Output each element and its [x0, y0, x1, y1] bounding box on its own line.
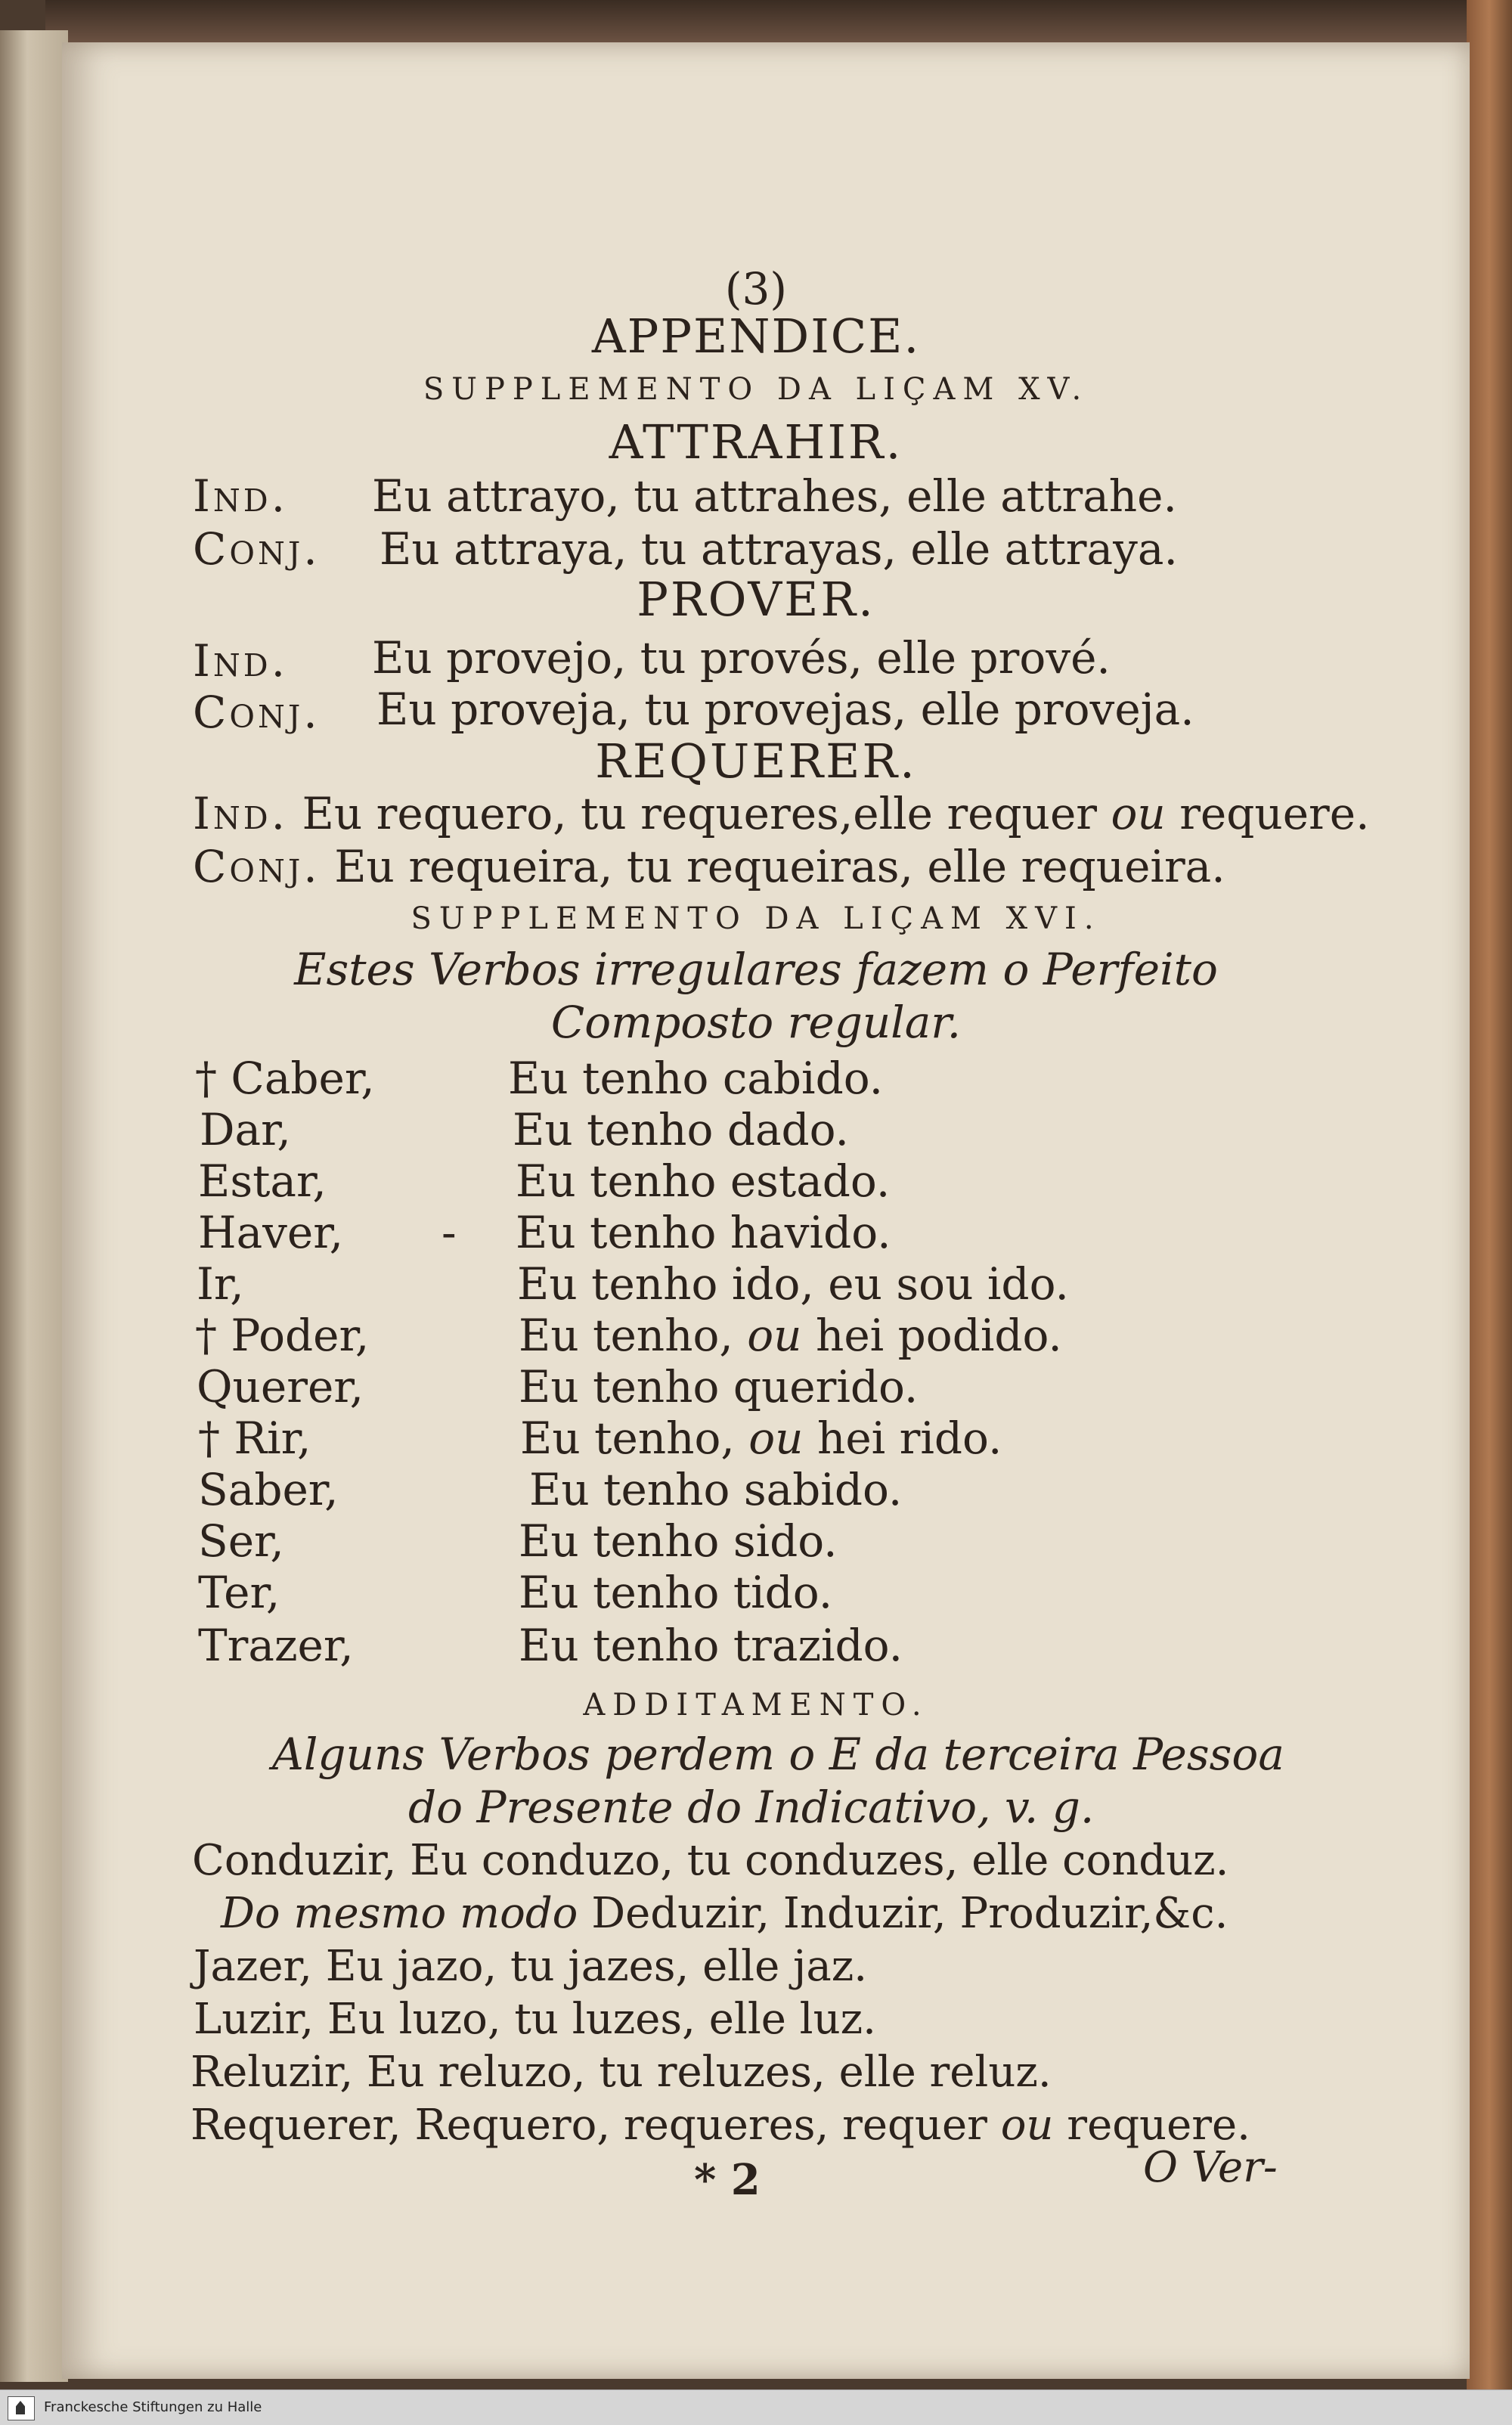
ind-label: Ind.: [193, 635, 289, 687]
requerer-indicative: Ind. Eu requero, tu requeres,elle requer ou requere.: [193, 788, 1370, 839]
requerer-conjunctive: Conj. Eu requeira, tu requeiras, elle requeira.: [193, 841, 1225, 892]
viewer-footer-bar: [0, 2389, 1512, 2425]
verb-name: Querer,: [197, 1361, 364, 1413]
verb-name: Ter,: [198, 1567, 280, 1618]
verb-form: Eu tenho havido.: [516, 1207, 891, 1258]
book-cover-top: [45, 0, 1512, 45]
verb-name: Saber,: [198, 1464, 339, 1515]
conj-label: Conj.: [193, 523, 321, 575]
reluzir-line: Reluzir, Eu reluzo, tu reluzes, elle reluz.: [191, 2048, 1052, 2097]
page-title: APPENDICE.: [591, 309, 921, 364]
catchword: O Ver-: [1143, 2143, 1278, 2192]
supp15-heading: SUPPLEMENTO DA LIÇAM XV.: [423, 372, 1089, 407]
verb-form: Eu tenho trazido.: [519, 1620, 903, 1671]
verb-heading-prover: PROVER.: [637, 572, 875, 627]
verb-name: † Caber,: [195, 1053, 375, 1104]
institution-logo-icon: [8, 2396, 35, 2420]
verb-form: Eu tenho querido.: [519, 1361, 919, 1413]
institution-name: Franckesche Stiftungen zu Halle: [44, 2399, 262, 2415]
verb-form: Eu tenho dado.: [513, 1104, 849, 1155]
verb-name: Ser,: [198, 1515, 284, 1567]
prover-conjunctive: Eu proveja, tu provejas, elle proveja.: [376, 684, 1194, 735]
verb-name: Trazer,: [198, 1620, 354, 1671]
verb-form: Eu tenho estado.: [516, 1155, 891, 1207]
supp16-heading: SUPPLEMENTO DA LIÇAM XVI.: [411, 901, 1101, 936]
verb-form: Eu tenho ido, eu sou ido.: [517, 1258, 1069, 1310]
additamento-intro-line2: do Presente do Indicativo, v. g.: [408, 1782, 1095, 1833]
additamento-intro-line1: Alguns Verbos perdem o E da terceira Pessoa: [272, 1729, 1284, 1780]
verb-name: † Rir,: [198, 1413, 311, 1464]
conduzir-line: Conduzir, Eu conduzo, tu conduzes, elle conduz.: [192, 1836, 1229, 1885]
verb-form: Eu tenho sabido.: [529, 1464, 903, 1515]
supp16-intro-line1: Estes Verbos irregulares fazem o Perfeito: [294, 944, 1218, 995]
prover-indicative: Eu provejo, tu provés, elle prové.: [372, 632, 1111, 684]
verb-name: Dar,: [200, 1104, 291, 1155]
page-number: (3): [724, 263, 788, 315]
mesmo-modo-line: Do mesmo modo Deduzir, Induzir, Produzir,&c.: [221, 1889, 1228, 1938]
verb-heading-attrahir: ATTRAHIR.: [609, 414, 903, 470]
supp16-intro-line2: Composto regular.: [550, 997, 962, 1048]
verb-name: Estar,: [198, 1155, 327, 1207]
jazer-line: Jazer, Eu jazo, tu jazes, elle jaz.: [194, 1942, 868, 1991]
ind-label: Ind.: [193, 470, 289, 522]
verb-form: Eu tenho cabido.: [508, 1053, 884, 1104]
verb-heading-requerer: REQUERER.: [595, 733, 917, 789]
additamento-heading: ADDITAMENTO.: [583, 1688, 929, 1723]
luzir-line: Luzir, Eu luzo, tu luzes, elle luz.: [194, 1995, 876, 2044]
verb-form: Eu tenho, ou hei podido.: [519, 1310, 1062, 1361]
verb-name: Ir,: [197, 1258, 244, 1310]
verb-form: Eu tenho tido.: [519, 1567, 833, 1618]
conj-label: Conj.: [193, 687, 321, 738]
verb-name: † Poder,: [195, 1310, 370, 1361]
attrahir-indicative: Eu attrayo, tu attrahes, elle attrahe.: [372, 470, 1177, 522]
attrahir-conjunctive: Eu attraya, tu attrayas, elle attraya.: [380, 523, 1178, 575]
requerer-line: Requerer, Requero, requeres, requer ou requere.: [191, 2101, 1250, 2150]
verb-name: Haver,: [198, 1207, 344, 1258]
dash-mark: -: [442, 1207, 457, 1258]
signature-mark: * 2: [694, 2155, 761, 2205]
verb-form: Eu tenho, ou hei rido.: [520, 1413, 1002, 1464]
verb-form: Eu tenho sido.: [519, 1515, 838, 1567]
